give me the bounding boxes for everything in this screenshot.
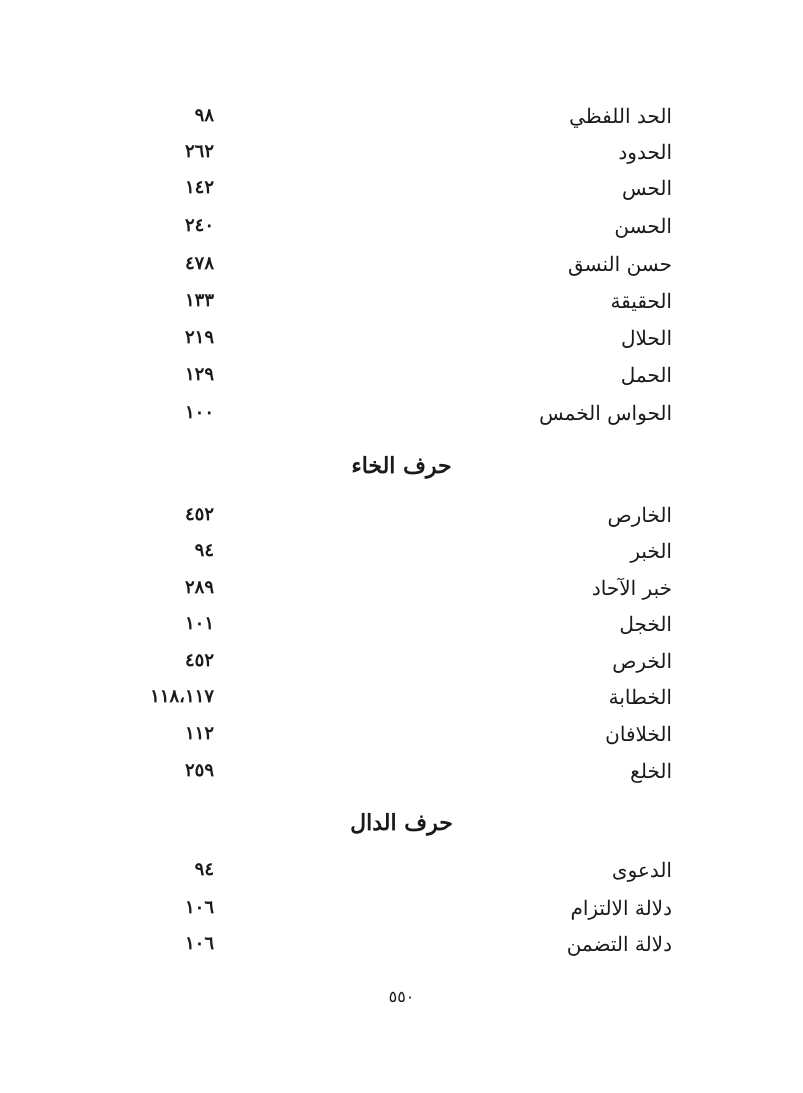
index-term: الحواس الخمس: [539, 401, 672, 425]
index-page-ref: ١٤٢: [184, 177, 214, 198]
index-page-ref: ٤٧٨: [184, 253, 214, 274]
index-page-ref: ٤٥٢: [184, 504, 214, 525]
index-entry: [0, 357, 803, 393]
index-page-ref: ٩٤: [194, 540, 214, 561]
index-page-ref: ١١٨،١١٧: [150, 686, 214, 707]
index-entry: [0, 852, 803, 888]
index-entry: [0, 134, 803, 170]
index-entry: [0, 320, 803, 356]
index-entry: [0, 926, 803, 962]
index-page-ref: ١٠٦: [184, 933, 214, 954]
section-heading-daal: حرف الدال: [350, 810, 453, 836]
index-term: دلالة الالتزام: [570, 896, 672, 920]
index-entry: [0, 246, 803, 282]
index-page-ref: ٩٨: [194, 105, 214, 126]
index-term: الدعوى: [611, 858, 672, 882]
index-term: الحمل: [620, 363, 672, 387]
index-entry: [0, 716, 803, 752]
index-page-ref: ١٣٣: [184, 290, 214, 311]
section-heading-khaa: حرف الخاء: [351, 453, 452, 479]
index-term: الحسن: [614, 214, 672, 238]
index-entry: [0, 98, 803, 134]
index-term: الخبر: [630, 539, 672, 563]
index-term: الحلال: [620, 326, 672, 350]
index-entry: [0, 570, 803, 606]
index-term: الحدود: [618, 140, 672, 164]
index-page-ref: ٤٥٢: [184, 650, 214, 671]
index-entry: [0, 533, 803, 569]
index-entry: [0, 606, 803, 642]
index-term: الخلافان: [605, 722, 672, 746]
index-page-ref: ١٠١: [184, 613, 214, 634]
index-term: الحس: [621, 176, 672, 200]
index-page-ref: ٢٥٩: [184, 760, 214, 781]
index-page-ref: ٢٨٩: [184, 577, 214, 598]
index-term: الخارص: [607, 503, 672, 527]
index-term: حسن النسق: [568, 252, 672, 276]
index-page-ref: ١٠٠: [184, 402, 214, 423]
index-entry: [0, 170, 803, 206]
index-page-ref: ٩٤: [194, 859, 214, 880]
index-entry: [0, 890, 803, 926]
index-term: الحد اللفظي: [569, 104, 672, 128]
index-entry: [0, 283, 803, 319]
index-term: دلالة التضمن: [566, 932, 672, 956]
index-term: خبر الآحاد: [591, 576, 672, 600]
index-entry: [0, 679, 803, 715]
index-entry: [0, 643, 803, 679]
index-page-ref: ٢٦٢: [184, 141, 214, 162]
index-page-ref: ٢٤٠: [184, 215, 214, 236]
index-term: الخرص: [612, 649, 672, 673]
index-page-ref: ١٢٩: [184, 364, 214, 385]
index-entry: [0, 497, 803, 533]
index-term: الخطابة: [608, 685, 672, 709]
index-term: الحقيقة: [610, 289, 672, 313]
index-page-ref: ١١٢: [184, 723, 214, 744]
index-term: الخلع: [630, 759, 672, 783]
page-number: ٥٥٠: [388, 987, 415, 1006]
index-page-ref: ١٠٦: [184, 897, 214, 918]
index-page-ref: ٢١٩: [184, 327, 214, 348]
index-entry: [0, 395, 803, 431]
index-entry: [0, 208, 803, 244]
index-term: الخجل: [619, 612, 672, 636]
index-entry: [0, 753, 803, 789]
